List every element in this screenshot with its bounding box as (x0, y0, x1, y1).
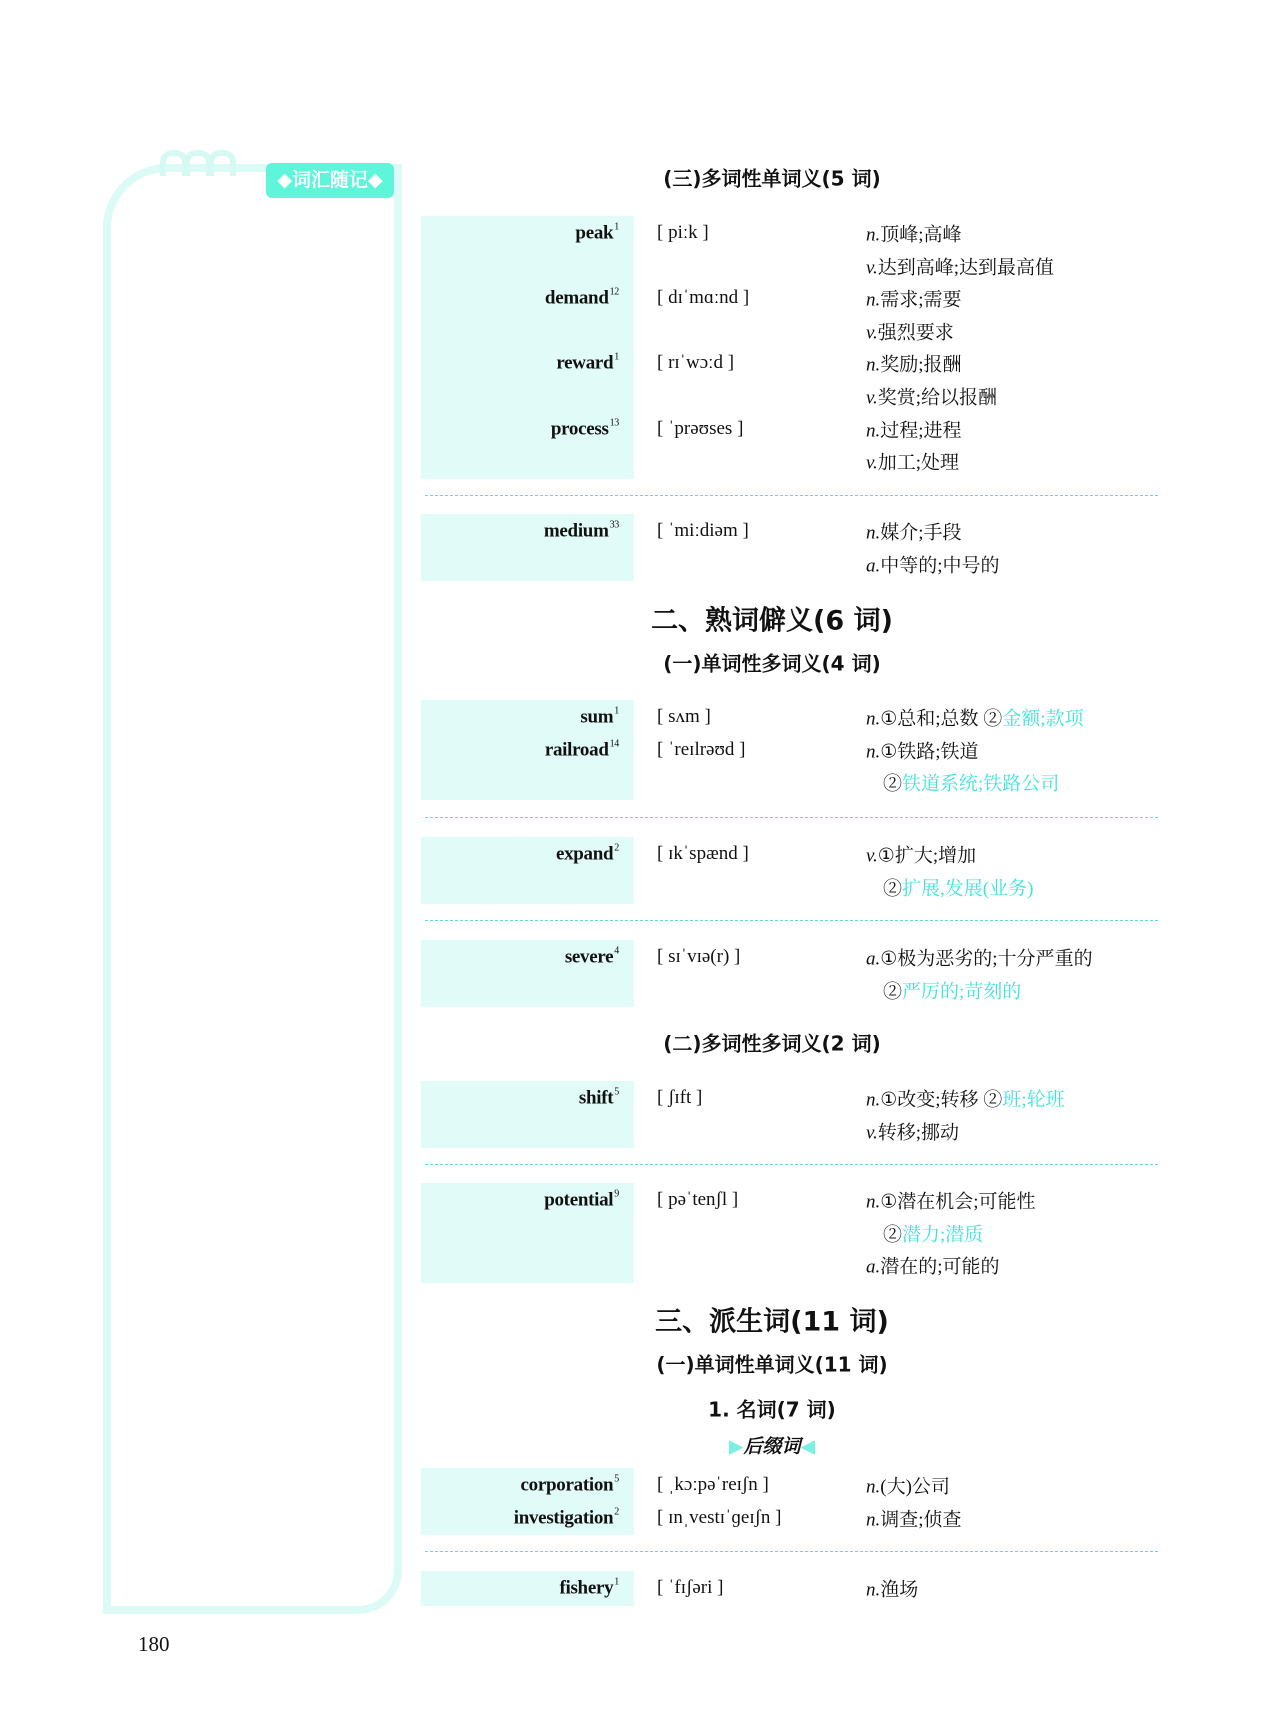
definition-line (866, 1575, 918, 1602)
part-of-speech: n. (866, 522, 881, 544)
triangle-left-icon: ◀ (800, 1435, 816, 1458)
definition-text: 达到高峰;达到最高值 (877, 257, 1055, 279)
definition-text: ② (883, 773, 903, 795)
definition-text: 奖励;报酬 (880, 354, 962, 376)
rare-meaning: 严厉的;苛刻的 (902, 981, 1022, 1003)
headword (575, 222, 619, 245)
definition-text: ①铁路;铁道 (880, 741, 979, 763)
rare-meaning: 金额;款项 (1002, 708, 1084, 730)
rare-meaning: 潜力;潜质 (902, 1224, 984, 1246)
headword-text: fishery (559, 1577, 614, 1599)
part-of-speech: n. (866, 1476, 881, 1498)
definition-line (866, 448, 959, 475)
definition-line (866, 1085, 1065, 1112)
part-of-speech: v. (866, 452, 878, 474)
part-of-speech: v. (866, 845, 878, 867)
definition-line (866, 1472, 950, 1499)
phonetic: [ piːk ] (657, 222, 709, 243)
definition-text: 奖赏;给以报酬 (877, 387, 998, 409)
headword-text: investigation (513, 1507, 614, 1529)
subsection-heading: (一)单词性多词义(4 词) (663, 651, 881, 676)
definition-text: 媒介;手段 (880, 522, 962, 544)
phonetic: [ sʌm ] (657, 706, 711, 727)
headword-text: medium (543, 520, 609, 542)
headword (545, 287, 619, 310)
part-of-speech: n. (866, 741, 881, 763)
definition-line (866, 285, 962, 312)
part-of-speech: n. (866, 1509, 881, 1531)
phonetic: [ rɪˈwɔːd ] (657, 352, 735, 374)
frequency-count: 4 (614, 945, 619, 957)
part-of-speech: n. (866, 420, 881, 442)
rare-meaning: 铁道系统;铁路公司 (902, 773, 1060, 795)
dashed-divider (425, 817, 1158, 818)
definition-text: 调查;侦查 (880, 1509, 962, 1531)
part-of-speech: n. (866, 354, 881, 376)
definition-line (866, 220, 962, 247)
frequency-count: 14 (609, 738, 619, 750)
definition-line (866, 704, 1084, 731)
definition-line (883, 873, 1033, 900)
definition-text: ①改变;转移 ② (880, 1089, 1003, 1111)
definition-text: ①扩大;增加 (877, 845, 977, 867)
frequency-count: 2 (614, 1506, 619, 1518)
definition-line (866, 841, 976, 868)
phonetic: [ dɪˈmɑːnd ] (657, 287, 750, 309)
definition-line (866, 518, 962, 545)
headword-text: expand (555, 843, 614, 865)
frequency-count: 33 (609, 519, 619, 531)
subsection-heading: (二)多词性多词义(2 词) (663, 1031, 881, 1056)
definition-text: ② (883, 1224, 903, 1246)
headword (521, 1474, 619, 1497)
headword (556, 352, 619, 375)
definition-text: 顶峰;高峰 (880, 224, 962, 246)
definition-line (866, 1252, 1000, 1279)
headword-text: corporation (520, 1474, 614, 1496)
part-of-speech: n. (866, 224, 881, 246)
frequency-count: 5 (614, 1473, 619, 1485)
dashed-divider (425, 495, 1158, 496)
definition-text: ①极为恶劣的;十分严重的 (880, 948, 1093, 970)
definition-line (866, 944, 1093, 971)
definition-text: 转移;挪动 (877, 1122, 960, 1144)
definition-line (883, 1219, 983, 1246)
definition-line (866, 252, 1054, 279)
frequency-count: 1 (614, 1576, 619, 1588)
frequency-count: 1 (614, 351, 619, 363)
part-of-speech: a. (866, 555, 881, 577)
definition-text: ② (883, 981, 903, 1003)
part-of-speech: v. (866, 387, 878, 409)
part-of-speech: v. (866, 322, 878, 344)
headword (551, 417, 619, 440)
suffix-label (560, 1432, 984, 1459)
dashed-divider (425, 1551, 1158, 1552)
binder-ring-icon (208, 150, 236, 176)
definition-text: 过程;进程 (880, 420, 962, 442)
headword (514, 1506, 619, 1529)
definition-text: 中等的;中号的 (880, 555, 1000, 577)
headword-text: shift (578, 1087, 614, 1109)
phonetic: [ ˈfɪʃəri ] (657, 1577, 724, 1598)
phonetic: [ ɪnˌvestɪˈɡeɪʃn ] (657, 1506, 782, 1528)
phonetic: [ ˈmiːdiəm ] (657, 520, 749, 541)
frequency-count: 9 (614, 1188, 619, 1200)
headword (580, 706, 619, 729)
headword-text: potential (544, 1189, 614, 1211)
part-of-speech: v. (866, 1122, 878, 1144)
frequency-count: 1 (614, 705, 619, 717)
definition-text: 强烈要求 (877, 322, 954, 344)
phonetic: [ ˈreɪlrəʊd ] (657, 738, 746, 760)
frequency-count: 13 (609, 417, 619, 429)
definition-line (866, 1117, 959, 1144)
subsection-heading: 1. 名词(7 词) (708, 1397, 836, 1422)
rare-meaning: 班;轮班 (1002, 1089, 1065, 1111)
subsection-heading: (三)多词性单词义(5 词) (663, 166, 881, 191)
headword-text: severe (564, 946, 614, 968)
suffix-label-text: 后缀词 (743, 1435, 801, 1458)
subsection-heading: (一)单词性单词义(11 词) (656, 1352, 888, 1377)
dashed-divider (425, 920, 1158, 921)
triangle-right-icon: ▶ (728, 1435, 744, 1458)
headword-text: process (550, 418, 609, 440)
definition-text: (大)公司 (880, 1476, 950, 1498)
definition-line (866, 415, 962, 442)
notes-badge: ◆词汇随记◆ (266, 163, 394, 198)
frequency-count: 1 (614, 221, 619, 233)
headword-text: reward (556, 352, 614, 374)
headword (545, 738, 619, 761)
headword (559, 1577, 619, 1600)
part-of-speech: n. (866, 1579, 881, 1601)
frequency-count: 2 (614, 842, 619, 854)
phonetic: [ ɪkˈspænd ] (657, 843, 749, 864)
part-of-speech: n. (866, 289, 881, 311)
headword (544, 1189, 619, 1212)
headword (565, 946, 619, 969)
headword (556, 843, 619, 866)
page-number: 180 (138, 1632, 170, 1656)
part-of-speech: v. (866, 257, 878, 279)
frequency-count: 5 (614, 1086, 619, 1098)
phonetic: [ sɪˈvɪə(r) ] (657, 946, 741, 967)
definition-text: ② (883, 878, 903, 900)
definition-text: 渔场 (880, 1579, 919, 1601)
definition-line (866, 383, 997, 410)
section-heading: 二、熟词僻义(6 词) (651, 605, 893, 637)
part-of-speech: n. (866, 1191, 881, 1213)
headword-text: demand (544, 287, 609, 309)
headword-text: railroad (544, 739, 609, 761)
definition-text: ①总和;总数 ② (880, 708, 1003, 730)
phonetic: [ ˈprəʊses ] (657, 417, 744, 439)
definition-text: 需求;需要 (880, 289, 962, 311)
definition-line (866, 1504, 962, 1531)
definition-text: 加工;处理 (877, 452, 960, 474)
definition-line (883, 769, 1059, 796)
definition-line (866, 550, 1000, 577)
headword (544, 520, 619, 543)
headword (579, 1087, 619, 1110)
definition-line (866, 736, 979, 763)
section-heading: 三、派生词(11 词) (655, 1306, 889, 1338)
definition-line (883, 976, 1021, 1003)
part-of-speech: n. (866, 1089, 881, 1111)
headword-text: sum (580, 706, 614, 728)
definition-text: 潜在的;可能的 (880, 1256, 1000, 1278)
part-of-speech: n. (866, 708, 881, 730)
phonetic: [ ʃɪft ] (657, 1087, 703, 1108)
phonetic: [ ˌkɔːpəˈreɪʃn ] (657, 1474, 769, 1495)
part-of-speech: a. (866, 1256, 881, 1278)
rare-meaning: 扩展,发展(业务) (902, 878, 1034, 900)
definition-line (866, 317, 954, 344)
definition-line (866, 350, 962, 377)
dashed-divider (425, 1164, 1158, 1165)
definition-line (866, 1187, 1036, 1214)
frequency-count: 12 (609, 286, 619, 298)
phonetic: [ pəˈtenʃl ] (657, 1189, 739, 1210)
notes-panel (103, 164, 402, 1614)
headword-text: peak (575, 222, 614, 244)
definition-text: ①潜在机会;可能性 (880, 1191, 1036, 1213)
part-of-speech: a. (866, 948, 881, 970)
